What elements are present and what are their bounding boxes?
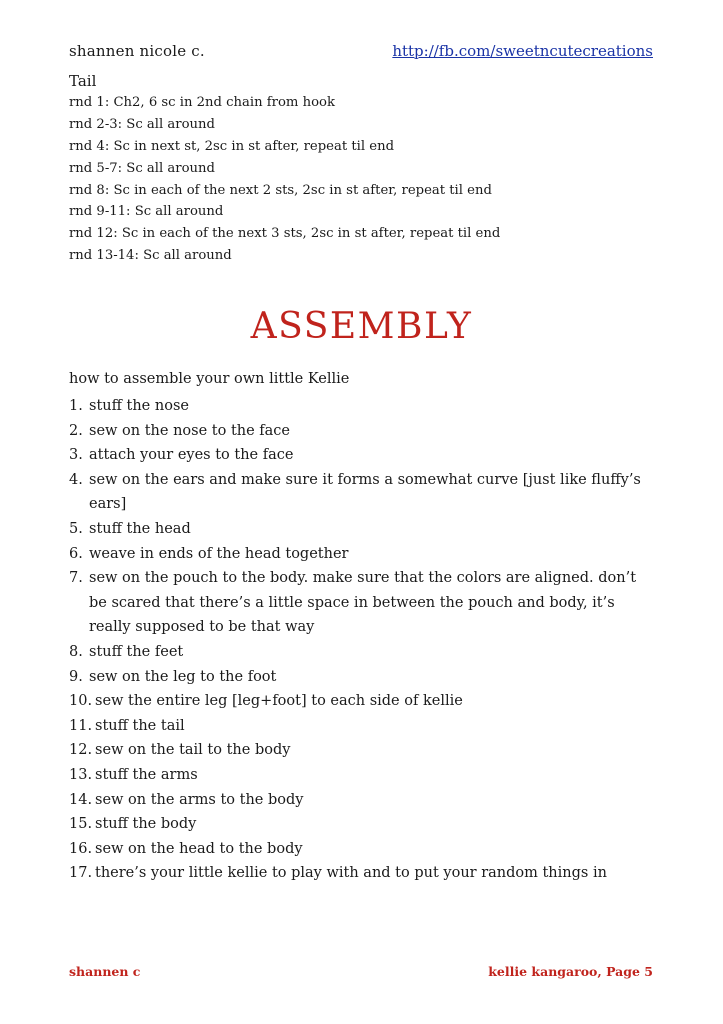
footer-page-info: kellie kangaroo, Page 5 [488,964,653,979]
step-number: 5. [69,520,83,537]
step-number: 17. [69,865,93,882]
step-item [69,394,654,419]
step-item [69,763,654,788]
step-text: stuff the nose [89,398,189,414]
step-text: attach your eyes to the face [89,447,294,464]
step-item [69,738,654,763]
tail-title: Tail [69,72,97,90]
step-item [69,689,654,714]
step-number: 1. [69,398,83,414]
step-text: stuff the feet [89,643,184,660]
step-item [69,566,654,640]
step-text: sew on the leg to the foot [89,668,277,685]
step-item [69,468,654,517]
round-item: rnd 9-11: Sc all around [69,204,224,220]
round-item: rnd 2-3: Sc all around [69,116,215,132]
footer-author: shannen c [69,964,141,979]
step-number: 13. [69,766,93,783]
round-item: rnd 8: Sc in each of the next 2 sts, 2sc in st after, repeat til end [69,182,492,198]
step-number: 11. [69,717,93,734]
round-item: rnd 4: Sc in next st, 2sc in st after, repeat til end [69,138,395,154]
step-item [69,837,654,862]
step-item [69,419,654,444]
step-text: sew on the nose to the face [89,422,291,439]
tail-pattern-section [69,70,669,267]
step-number: 15. [69,816,93,833]
round-item: rnd 12: Sc in each of the next 3 sts, 2sc in st after, repeat til end [69,226,501,242]
step-text: stuff the tail [95,717,185,734]
step-text: there’s your little kellie to play with and to put your random things in [95,865,607,882]
step-number: 6. [69,545,83,562]
tail-rounds-list [69,92,669,267]
step-number: 3. [69,447,83,464]
assembly-steps-list [69,394,654,886]
step-item [69,517,654,542]
step-number: 14. [69,791,93,808]
step-text: stuff the body [95,816,197,833]
assembly-intro: how to assemble your own little Kellie [69,371,350,387]
header-author: shannen nicole c. [69,42,205,60]
step-item [69,812,654,837]
step-text: weave in ends of the head together [89,545,349,562]
step-text: sew on the head to the body [95,840,303,857]
step-text: sew the entire leg [leg+foot] to each side of kellie [95,693,463,710]
page-header [69,42,653,64]
step-text: sew on the arms to the body [95,791,304,808]
step-number: 7. [69,570,83,587]
step-item [69,640,654,665]
step-number: 8. [69,643,83,660]
step-number: 16. [69,840,93,857]
step-item [69,714,654,739]
step-number: 10. [69,693,93,710]
step-item [69,861,654,886]
step-text: sew on the tail to the body [95,742,291,759]
step-number: 9. [69,668,83,685]
step-item [69,788,654,813]
step-number: 12. [69,742,93,759]
facebook-link[interactable]: http://fb.com/sweetncutecreations [392,42,653,60]
step-item [69,665,654,690]
step-text: sew on the ears and make sure it forms a somewhat curve [just like fluffy’s ears] [89,471,641,513]
round-item: rnd 1: Ch2, 6 sc in 2nd chain from hook [69,95,335,110]
step-number: 2. [69,422,83,439]
step-text: sew on the pouch to the body. make sure that the colors are aligned. don’t be scared that there’s a little space in between the pouch and body, it’s really supposed to be that way [89,570,637,636]
step-number: 4. [69,471,83,488]
round-item: rnd 5-7: Sc all around [69,160,215,176]
assembly-heading: ASSEMBLY [250,306,473,347]
round-item: rnd 13-14: Sc all around [69,248,232,264]
step-item [69,542,654,567]
step-text: stuff the head [89,520,191,537]
step-item [69,443,654,468]
page-footer [69,964,653,984]
step-text: stuff the arms [95,766,198,783]
